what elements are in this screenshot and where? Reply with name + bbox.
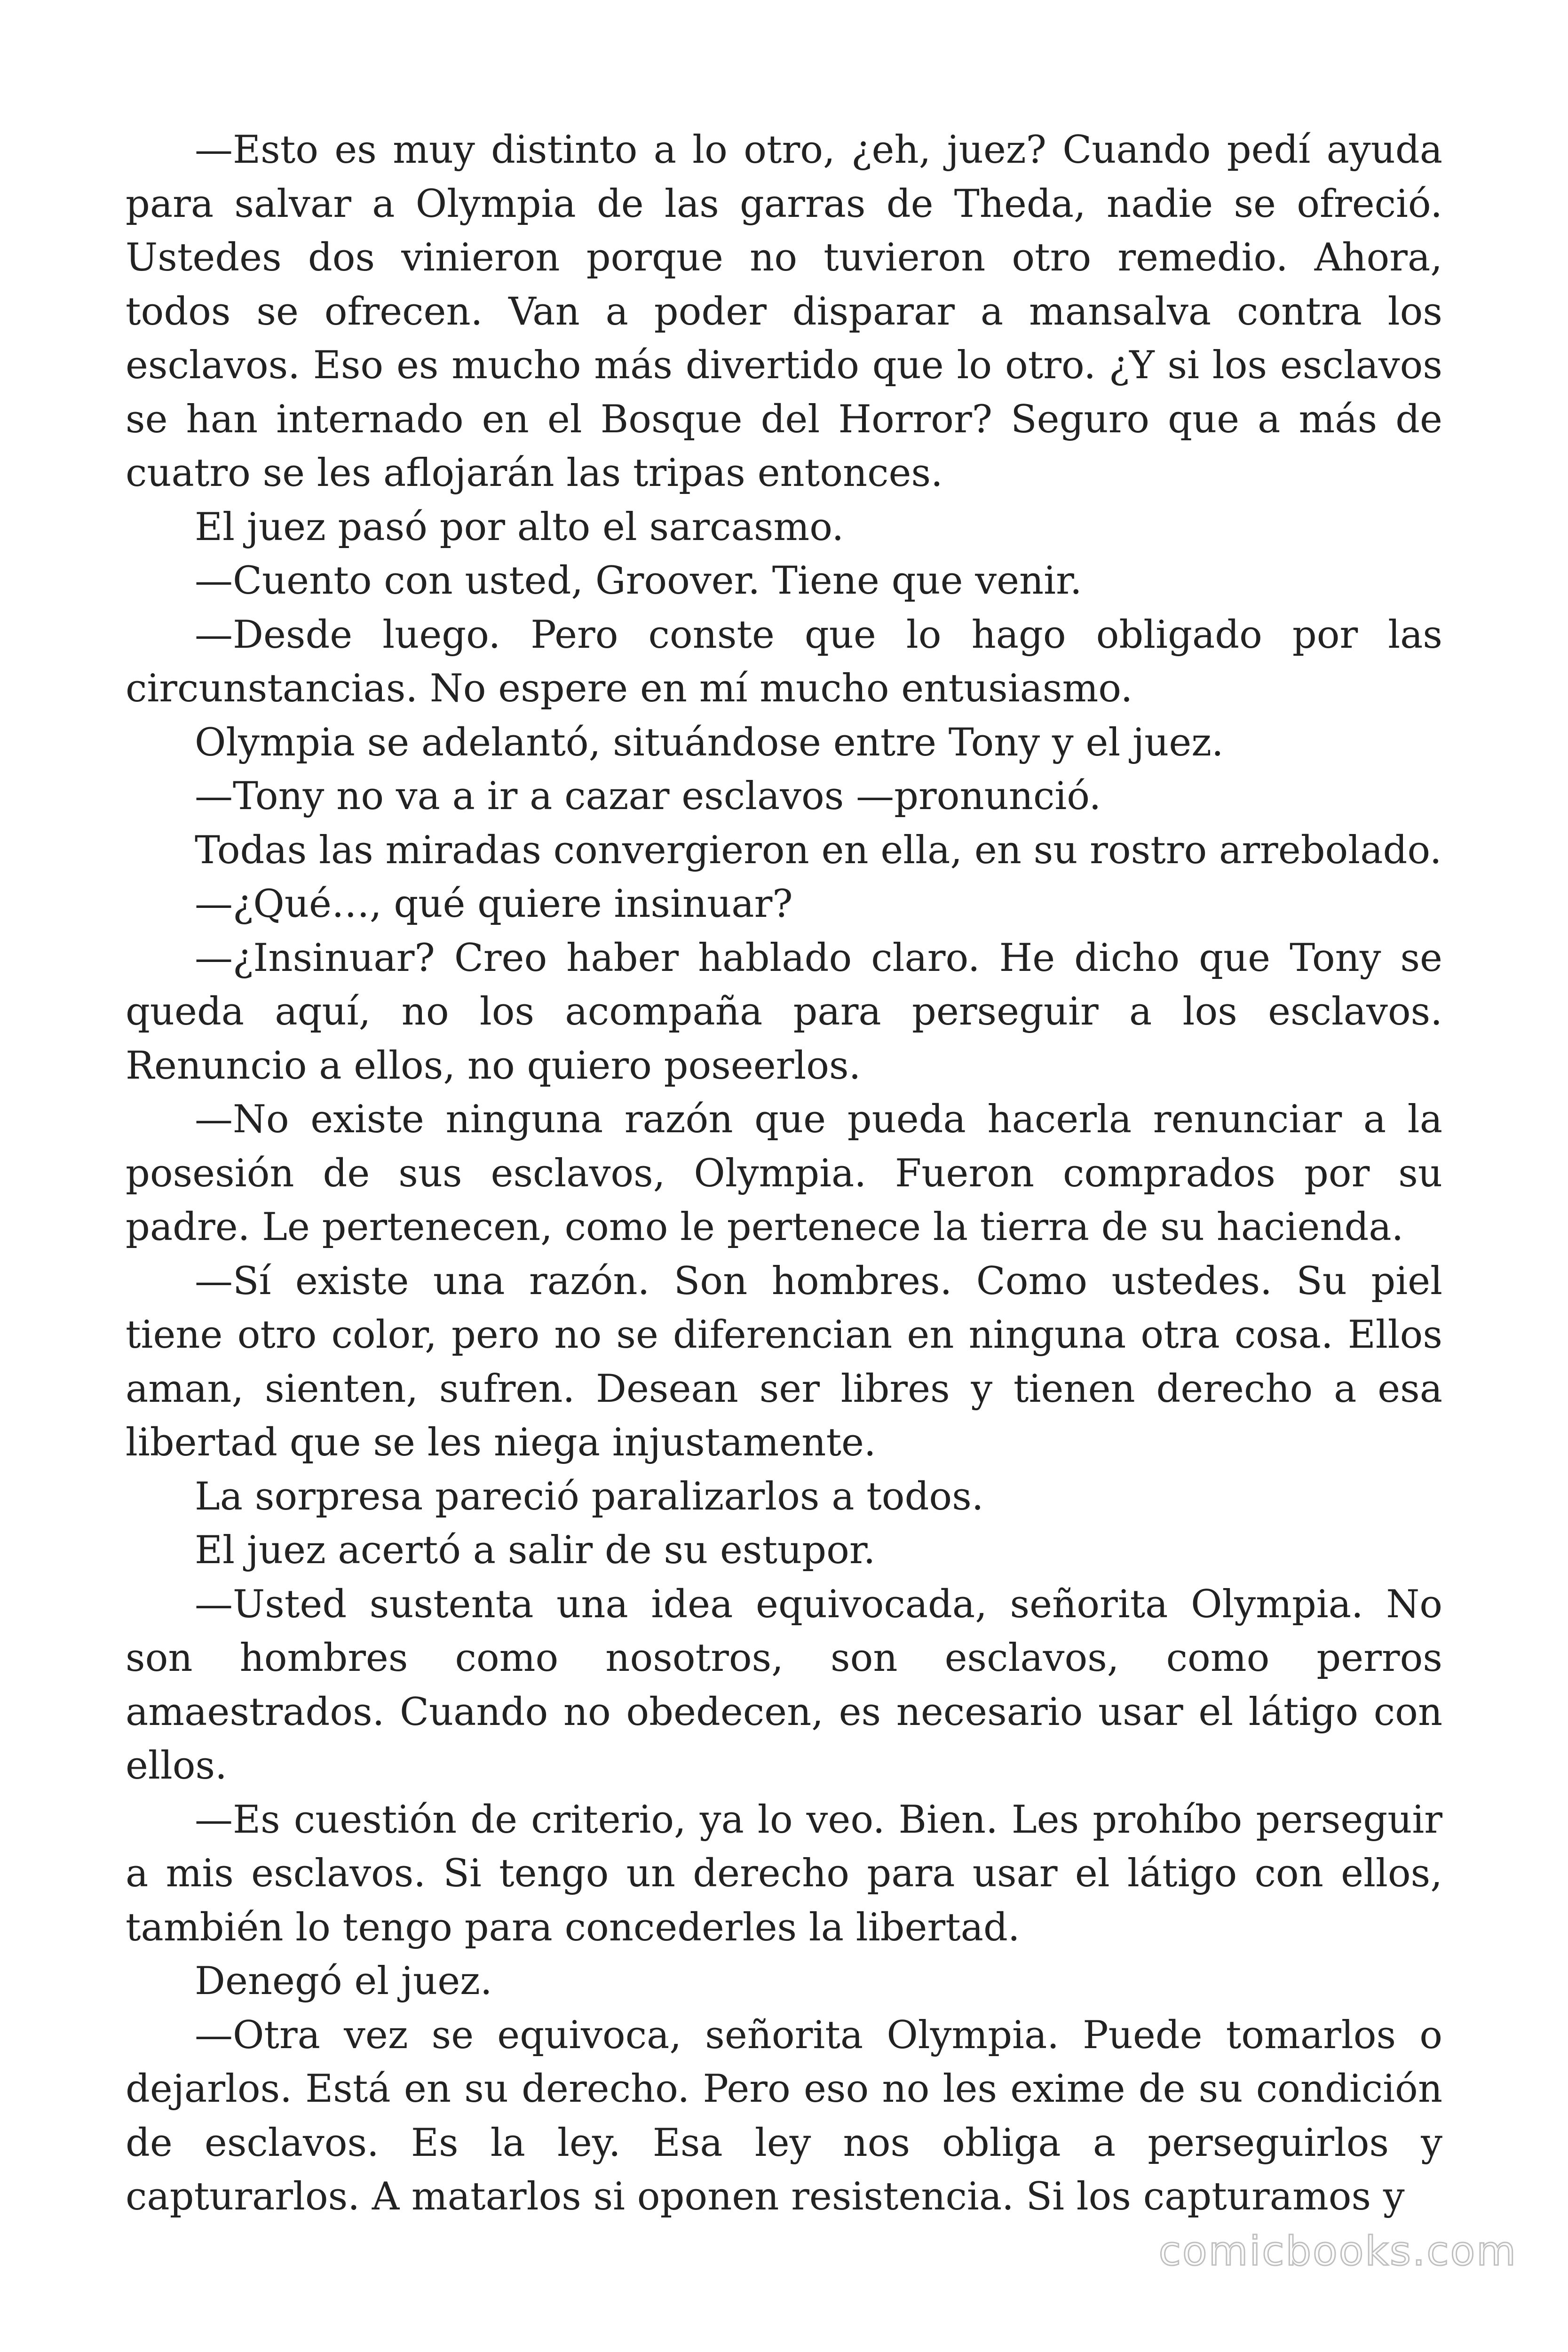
paragraph: —Es cuestión de criterio, ya lo veo. Bien. Les prohíbo perseguir a mis esclavos. Si tengo un derecho para usar el látigo con ellos, también lo tengo para concederles la libertad. (126, 1797, 1442, 1950)
paragraph: El juez acertó a salir de su estupor. (195, 1528, 876, 1573)
paragraph: Olympia se adelantó, situándose entre Tony y el juez. (195, 720, 1224, 765)
paragraph: El juez pasó por alto el sarcasmo. (195, 505, 844, 549)
paragraph: —Cuento con usted, Groover. Tiene que venir. (195, 559, 1082, 603)
body-text (126, 123, 1442, 2224)
watermark: comicbooks.com (1158, 2228, 1517, 2275)
paragraph: —Usted sustenta una idea equivocada, señorita Olympia. No son hombres como nosotros, son esclavos, como perros amaestrados. Cuando no obedecen, es necesario usar el látigo con ellos. (126, 1582, 1442, 1788)
paragraph: —¿Qué…, qué quiere insinuar? (195, 882, 793, 926)
paragraph: —¿Insinuar? Creo haber hablado claro. He dicho que Tony se queda aquí, no los acompaña para perseguir a los esclavos. Renuncio a ellos, no quiero poseerlos. (126, 936, 1442, 1088)
paragraph: —No existe ninguna razón que pueda hacerla renunciar a la posesión de sus esclavos, Olympia. Fueron comprados por su padre. Le pertenecen, como le pertenece la tierra de su hacienda. (126, 1097, 1442, 1249)
paragraph: Denegó el juez. (195, 1959, 492, 2003)
paragraph: —Otra vez se equivoca, señorita Olympia. Puede tomarlos o dejarlos. Está en su derecho. Pero eso no les exime de su condición de esclavos. Es la ley. Esa ley nos obliga a perseguirlos y capturarlos. A matarlos si oponen resistencia. Si los capturamos y (126, 2013, 1442, 2219)
paragraph: —Desde luego. Pero conste que lo hago obligado por las circunstancias. No espere en mí mucho entusiasmo. (126, 612, 1442, 711)
paragraph: Todas las miradas convergieron en ella, en su rostro arrebolado. (195, 828, 1442, 873)
paragraph: —Sí existe una razón. Son hombres. Como ustedes. Su piel tiene otro color, pero no se diferencian en ninguna otra cosa. Ellos aman, sienten, sufren. Desean ser libres y tienen derecho a esa libertad que se les niega injustamente. (126, 1259, 1442, 1465)
paragraph: La sorpresa pareció paralizarlos a todos. (195, 1474, 984, 1519)
paragraph: —Esto es muy distinto a lo otro, ¿eh, juez? Cuando pedí ayuda para salvar a Olympia de las garras de Theda, nadie se ofreció. Ustedes dos vinieron porque no tuvieron otro remedio. Ahora, todos se ofrecen. Van a poder disparar a mansalva contra los esclavos. Eso es mucho más divertido que lo otro. ¿Y si los esclavos se han internado en el Bosque del Horror? Seguro que a más de cuatro se les aflojarán las tripas entonces. (126, 128, 1442, 495)
paragraph: —Tony no va a ir a cazar esclavos —pronunció. (195, 774, 1101, 818)
